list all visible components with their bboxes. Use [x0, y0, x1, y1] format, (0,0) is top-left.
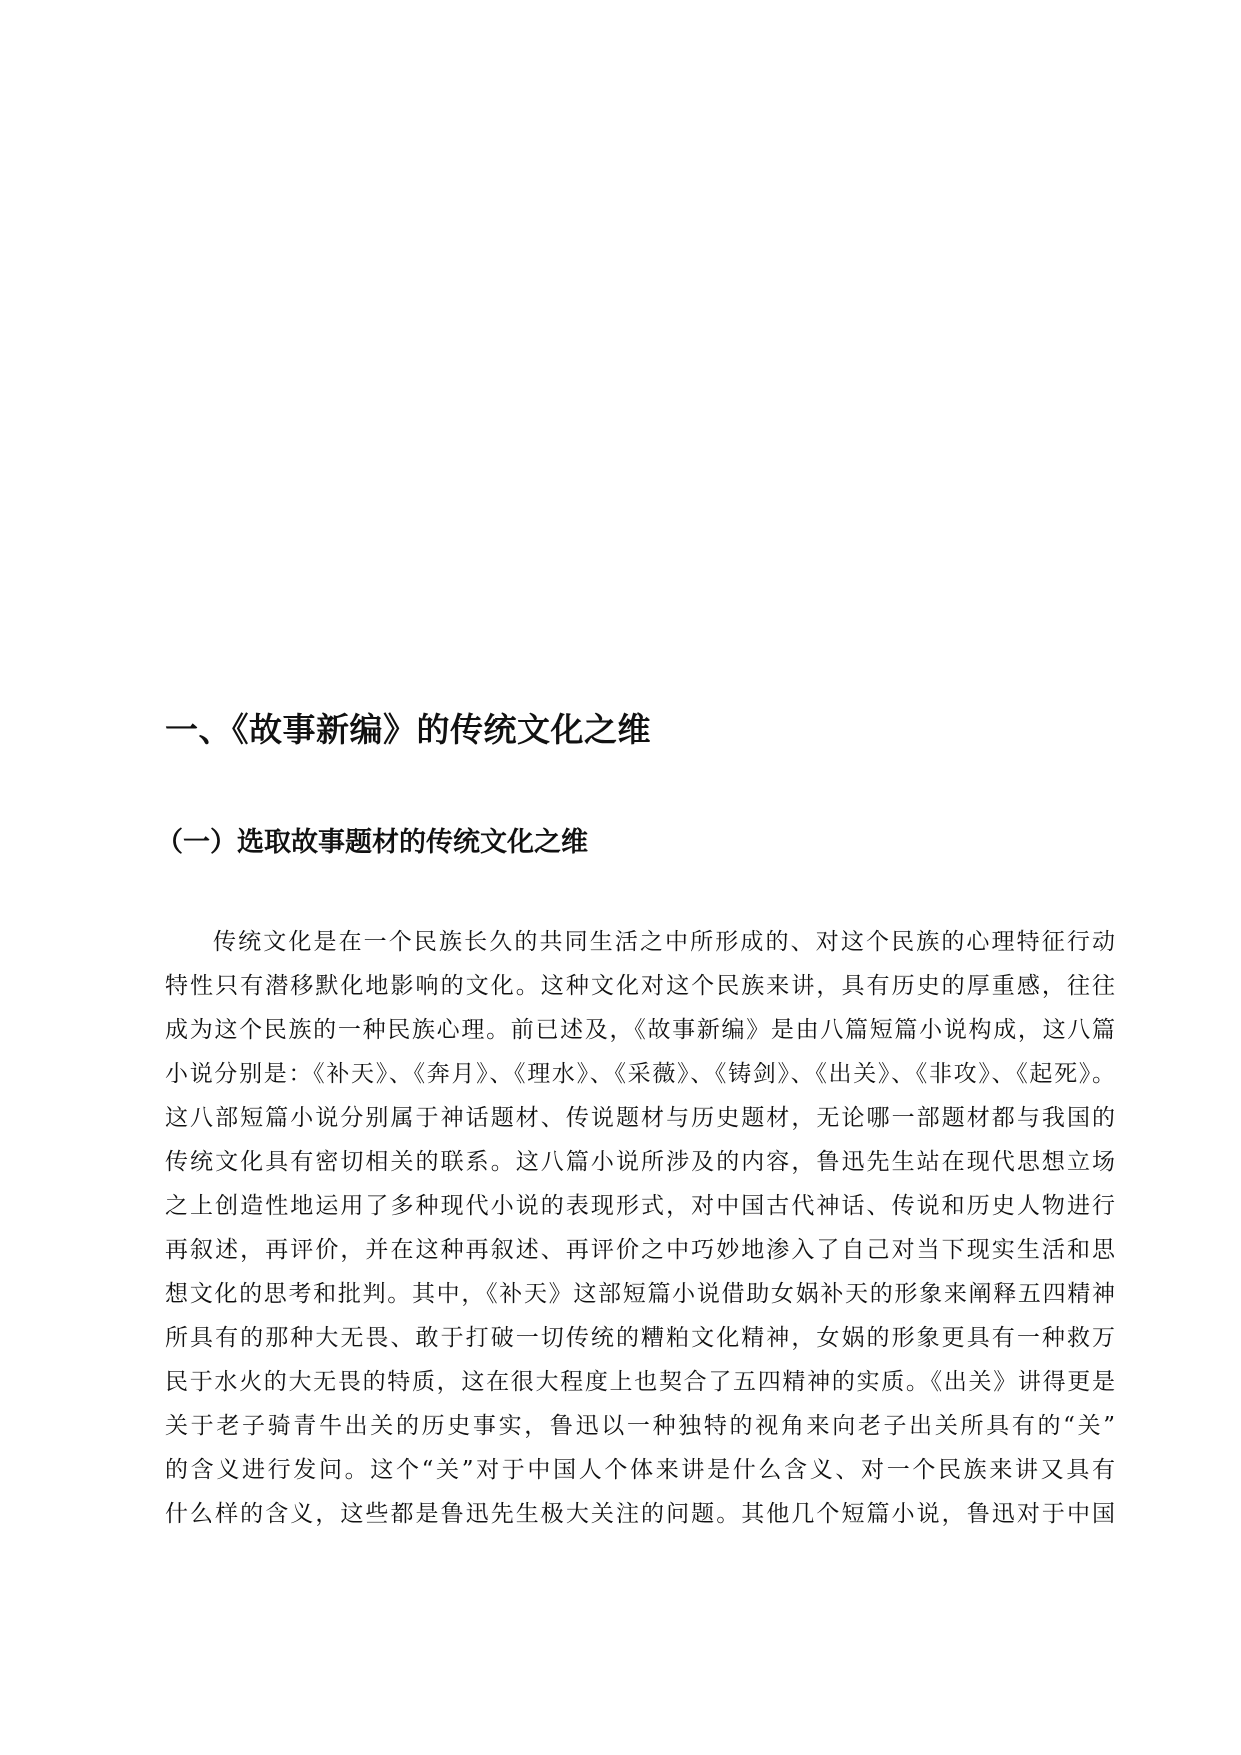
paragraph-line: 特性只有潜移默化地影响的文化。这种文化对这个民族来讲，具有历史的厚重感，往往	[165, 973, 1115, 999]
paragraph-line: 关于老子骑青牛出关的历史事实，鲁迅以一种独特的视角来向老子出关所具有的“关”	[165, 1413, 1115, 1439]
paragraph-line: 之上创造性地运用了多种现代小说的表现形式，对中国古代神话、传说和历史人物进行	[165, 1193, 1115, 1219]
paragraph-line: 所具有的那种大无畏、敢于打破一切传统的糟粕文化精神，女娲的形象更具有一种救万	[165, 1325, 1115, 1351]
chapter-title: 一、《故事新编》的传统文化之维	[165, 710, 651, 749]
paragraph-line: 想文化的思考和批判。其中，《补天》这部短篇小说借助女娲补天的形象来阐释五四精神	[165, 1281, 1115, 1307]
paragraph-line: 小说分别是：《补天》、《奔月》、《理水》、《采薇》、《铸剑》、《出关》、《非攻》、《起死》。	[165, 1061, 1115, 1087]
paragraph-line: 成为这个民族的一种民族心理。前已述及，《故事新编》是由八篇短篇小说构成，这八篇	[165, 1017, 1115, 1043]
paragraph-line: 的含义进行发问。这个“关”对于中国人个体来讲是什么含义、对一个民族来讲又具有	[165, 1457, 1115, 1483]
paragraph-line: 传统文化具有密切相关的联系。这八篇小说所涉及的内容，鲁迅先生站在现代思想立场	[165, 1149, 1115, 1175]
paragraph-line: 什么样的含义，这些都是鲁迅先生极大关注的问题。其他几个短篇小说，鲁迅对于中国	[165, 1501, 1115, 1527]
section-title: （一）选取故事题材的传统文化之维	[156, 827, 588, 858]
paragraph-line: 再叙述，再评价，并在这种再叙述、再评价之中巧妙地渗入了自己对当下现实生活和思	[165, 1237, 1115, 1263]
body-paragraph	[165, 920, 1115, 1536]
paragraph-line: 民于水火的大无畏的特质，这在很大程度上也契合了五四精神的实质。《出关》讲得更是	[165, 1369, 1115, 1395]
paragraph-line: 这八部短篇小说分别属于神话题材、传说题材与历史题材，无论哪一部题材都与我国的	[165, 1105, 1115, 1131]
paragraph-line: 传统文化是在一个民族长久的共同生活之中所形成的、对这个民族的心理特征行动	[213, 929, 1115, 955]
